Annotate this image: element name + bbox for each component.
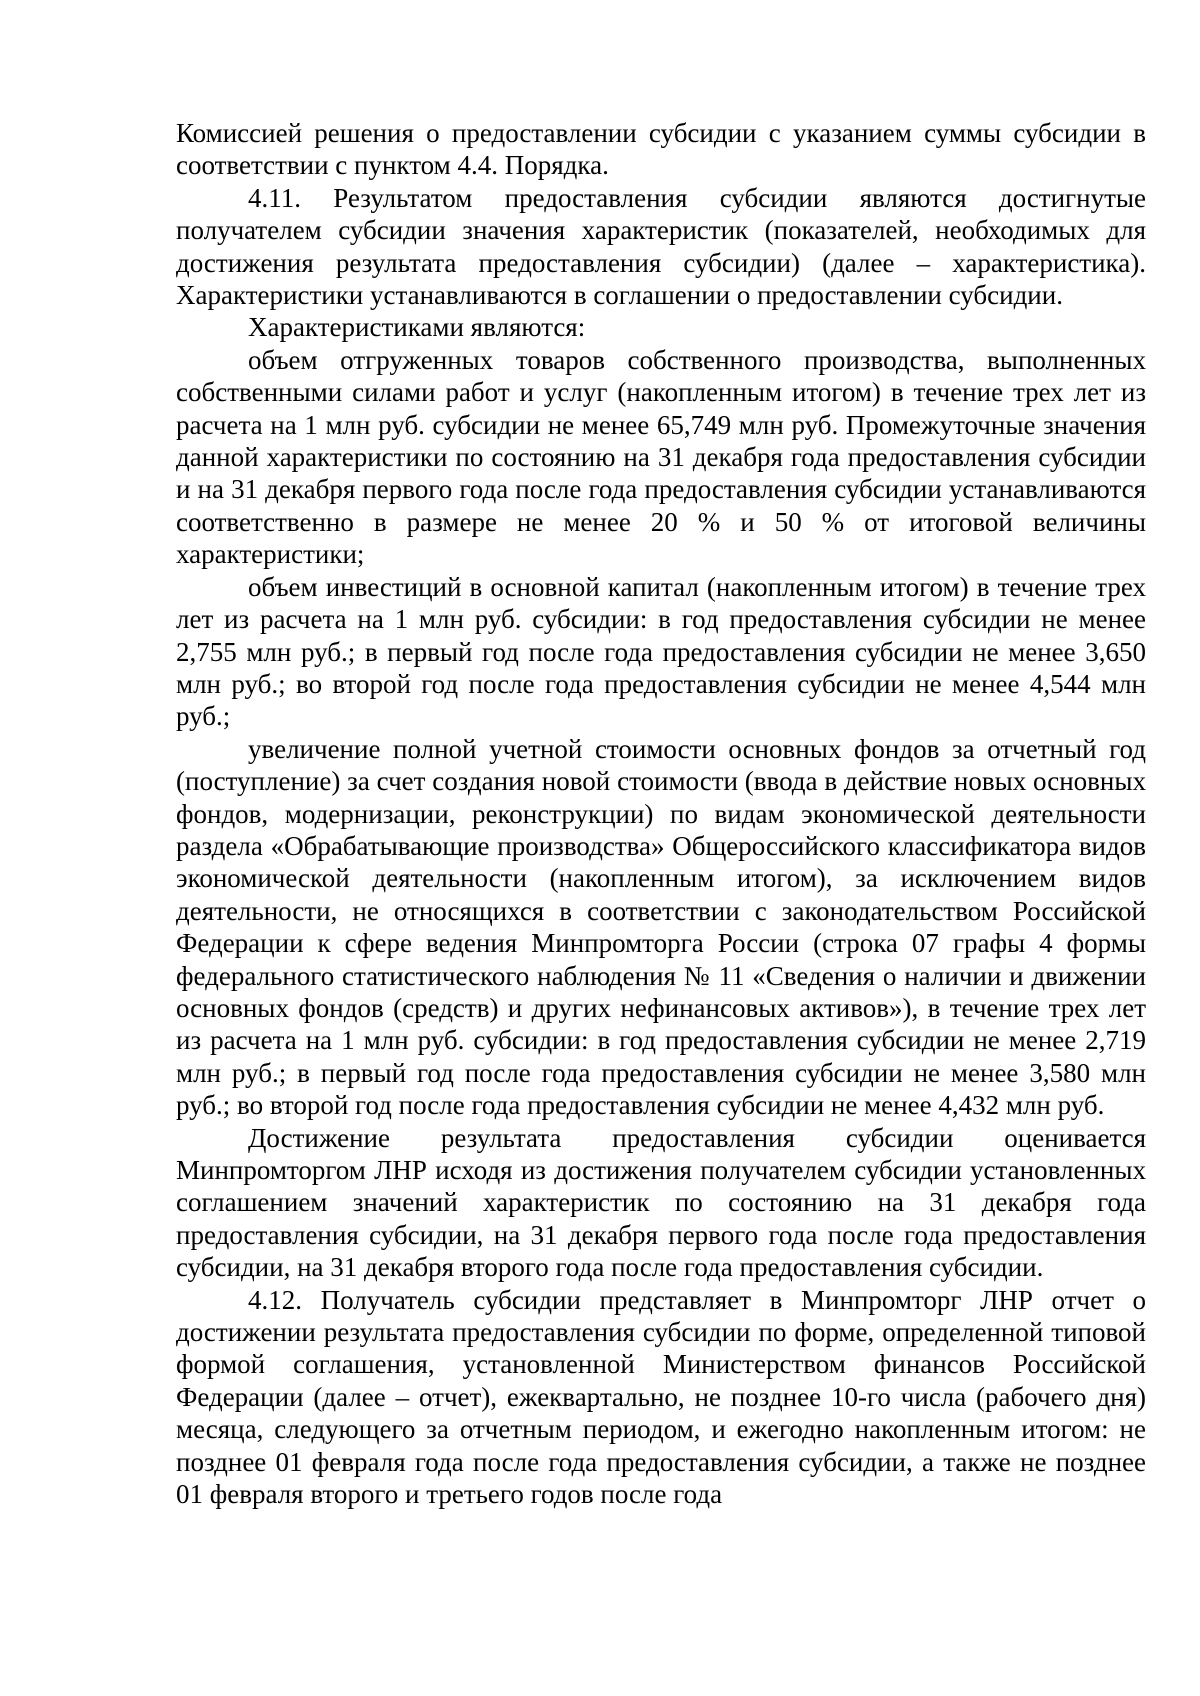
paragraph-shipped-goods: объем отгруженных товаров собственного производства, выполненных собственными силами работ и услуг (накопленным итогом) в течение трех лет из расчета на 1 млн руб. субсидии не менее 65,749 млн руб. Промежуточные значения данной характеристики по состоянию на 31 декабря года предоставления субсидии и на 31 декабря первого года после года предоставления субсидии устанавливаются соответственно в размере не менее 20 % и 50 % от итоговой величины характеристики; (176, 344, 1146, 570)
paragraph-result-assessment: Достижение результата предоставления субсидии оценивается Минпромторгом ЛНР исходя из достижения получателем субсидии установленных соглашением значений характеристик по состоянию на 31 декабря года предоставления субсидии, на 31 декабря первого года после года предоставления субсидии, на 31 декабря второго года после года предоставления субсидии. (176, 1122, 1146, 1283)
paragraph-fixed-assets: увеличение полной учетной стоимости основных фондов за отчетный год (поступление) за счет создания новой стоимости (ввода в действие новых основных фондов, модернизации, реконструкции) по видам экономической деятельности раздела «Обрабатывающие производства» Общероссийского классификатора видов экономической деятельности (накопленным итогом), за исключением видов деятельности, не относящихся в соответствии с законодательством Российской Федерации к сфере ведения Минпромторга России (строка 07 графы 4 формы федерального статистического наблюдения № 11 «Сведения о наличии и движении основных фондов (средств) и других нефинансовых активов»), в течение трех лет из расчета на 1 млн руб. субсидии: в год предоставления субсидии не менее 2,719 млн руб.; в первый год после года предоставления субсидии не менее 3,580 млн руб.; во второй год после года предоставления субсидии не менее 4,432 млн руб. (176, 733, 1146, 1121)
paragraph-4-11: 4.11. Результатом предоставления субсидии являются достигнутые получателем субсидии значения характеристик (показателей, необходимых для достижения результата предоставления субсидии) (далее – характеристика). Характеристики устанавливаются в соглашении о предоставлении субсидии. (176, 182, 1146, 311)
document-body (176, 117, 1146, 1510)
paragraph-investments: объем инвестиций в основной капитал (накопленным итогом) в течение трех лет из расчета на 1 млн руб. субсидии: в год предоставления субсидии не менее 2,755 млн руб.; в первый год после года предоставления субсидии не менее 3,650 млн руб.; во второй год после года предоставления субсидии не менее 4,544 млн руб.; (176, 571, 1146, 732)
paragraph-4-12: 4.12. Получатель субсидии представляет в Минпромторг ЛНР отчет о достижении результата предоставления субсидии по форме, определенной типовой формой соглашения, установленной Министерством финансов Российской Федерации (далее – отчет), ежеквартально, не позднее 10-го числа (рабочего дня) месяца, следующего за отчетным периодом, и ежегодно накопленным итогом: не позднее 01 февраля года после года предоставления субсидии, а также не позднее 01 февраля второго и третьего годов после года (176, 1284, 1146, 1510)
paragraph-characteristics-heading: Характеристиками являются: (248, 312, 586, 343)
paragraph-continuation: Комиссией решения о предоставлении субсидии с указанием суммы субсидии в соответствии с пунктом 4.4. Порядка. (176, 118, 1146, 181)
